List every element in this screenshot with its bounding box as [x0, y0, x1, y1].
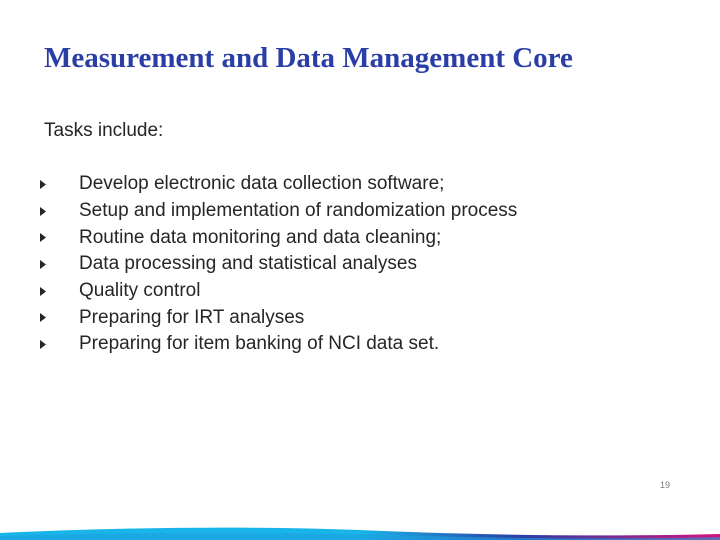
triangle-right-icon [40, 313, 79, 322]
task-item [40, 224, 517, 251]
task-item-text: Preparing for item banking of NCI data set. [79, 333, 440, 355]
triangle-right-icon [40, 180, 79, 189]
triangle-right-icon [40, 207, 79, 216]
tasks-intro: Tasks include: [44, 120, 164, 141]
triangle-right-icon [40, 233, 79, 242]
slide-title: Measurement and Data Management Core [44, 42, 573, 74]
task-item-text: Preparing for IRT analyses [79, 306, 305, 328]
task-list [40, 171, 517, 358]
task-item-text: Setup and implementation of randomization process [79, 200, 518, 222]
task-item-text: Data processing and statistical analyses [79, 253, 417, 275]
task-item [40, 278, 517, 305]
task-item-text: Develop electronic data collection software; [79, 173, 445, 195]
triangle-right-icon [40, 340, 79, 349]
footer-wave-decoration [0, 524, 720, 540]
task-item [40, 331, 517, 358]
triangle-right-icon [40, 260, 79, 269]
task-item [40, 304, 517, 331]
task-item-text: Quality control [79, 280, 201, 302]
task-item [40, 198, 517, 225]
triangle-right-icon [40, 287, 79, 296]
task-item [40, 251, 517, 278]
page-number: 19 [660, 480, 671, 490]
task-item [40, 171, 517, 198]
task-item-text: Routine data monitoring and data cleaning; [79, 226, 442, 248]
